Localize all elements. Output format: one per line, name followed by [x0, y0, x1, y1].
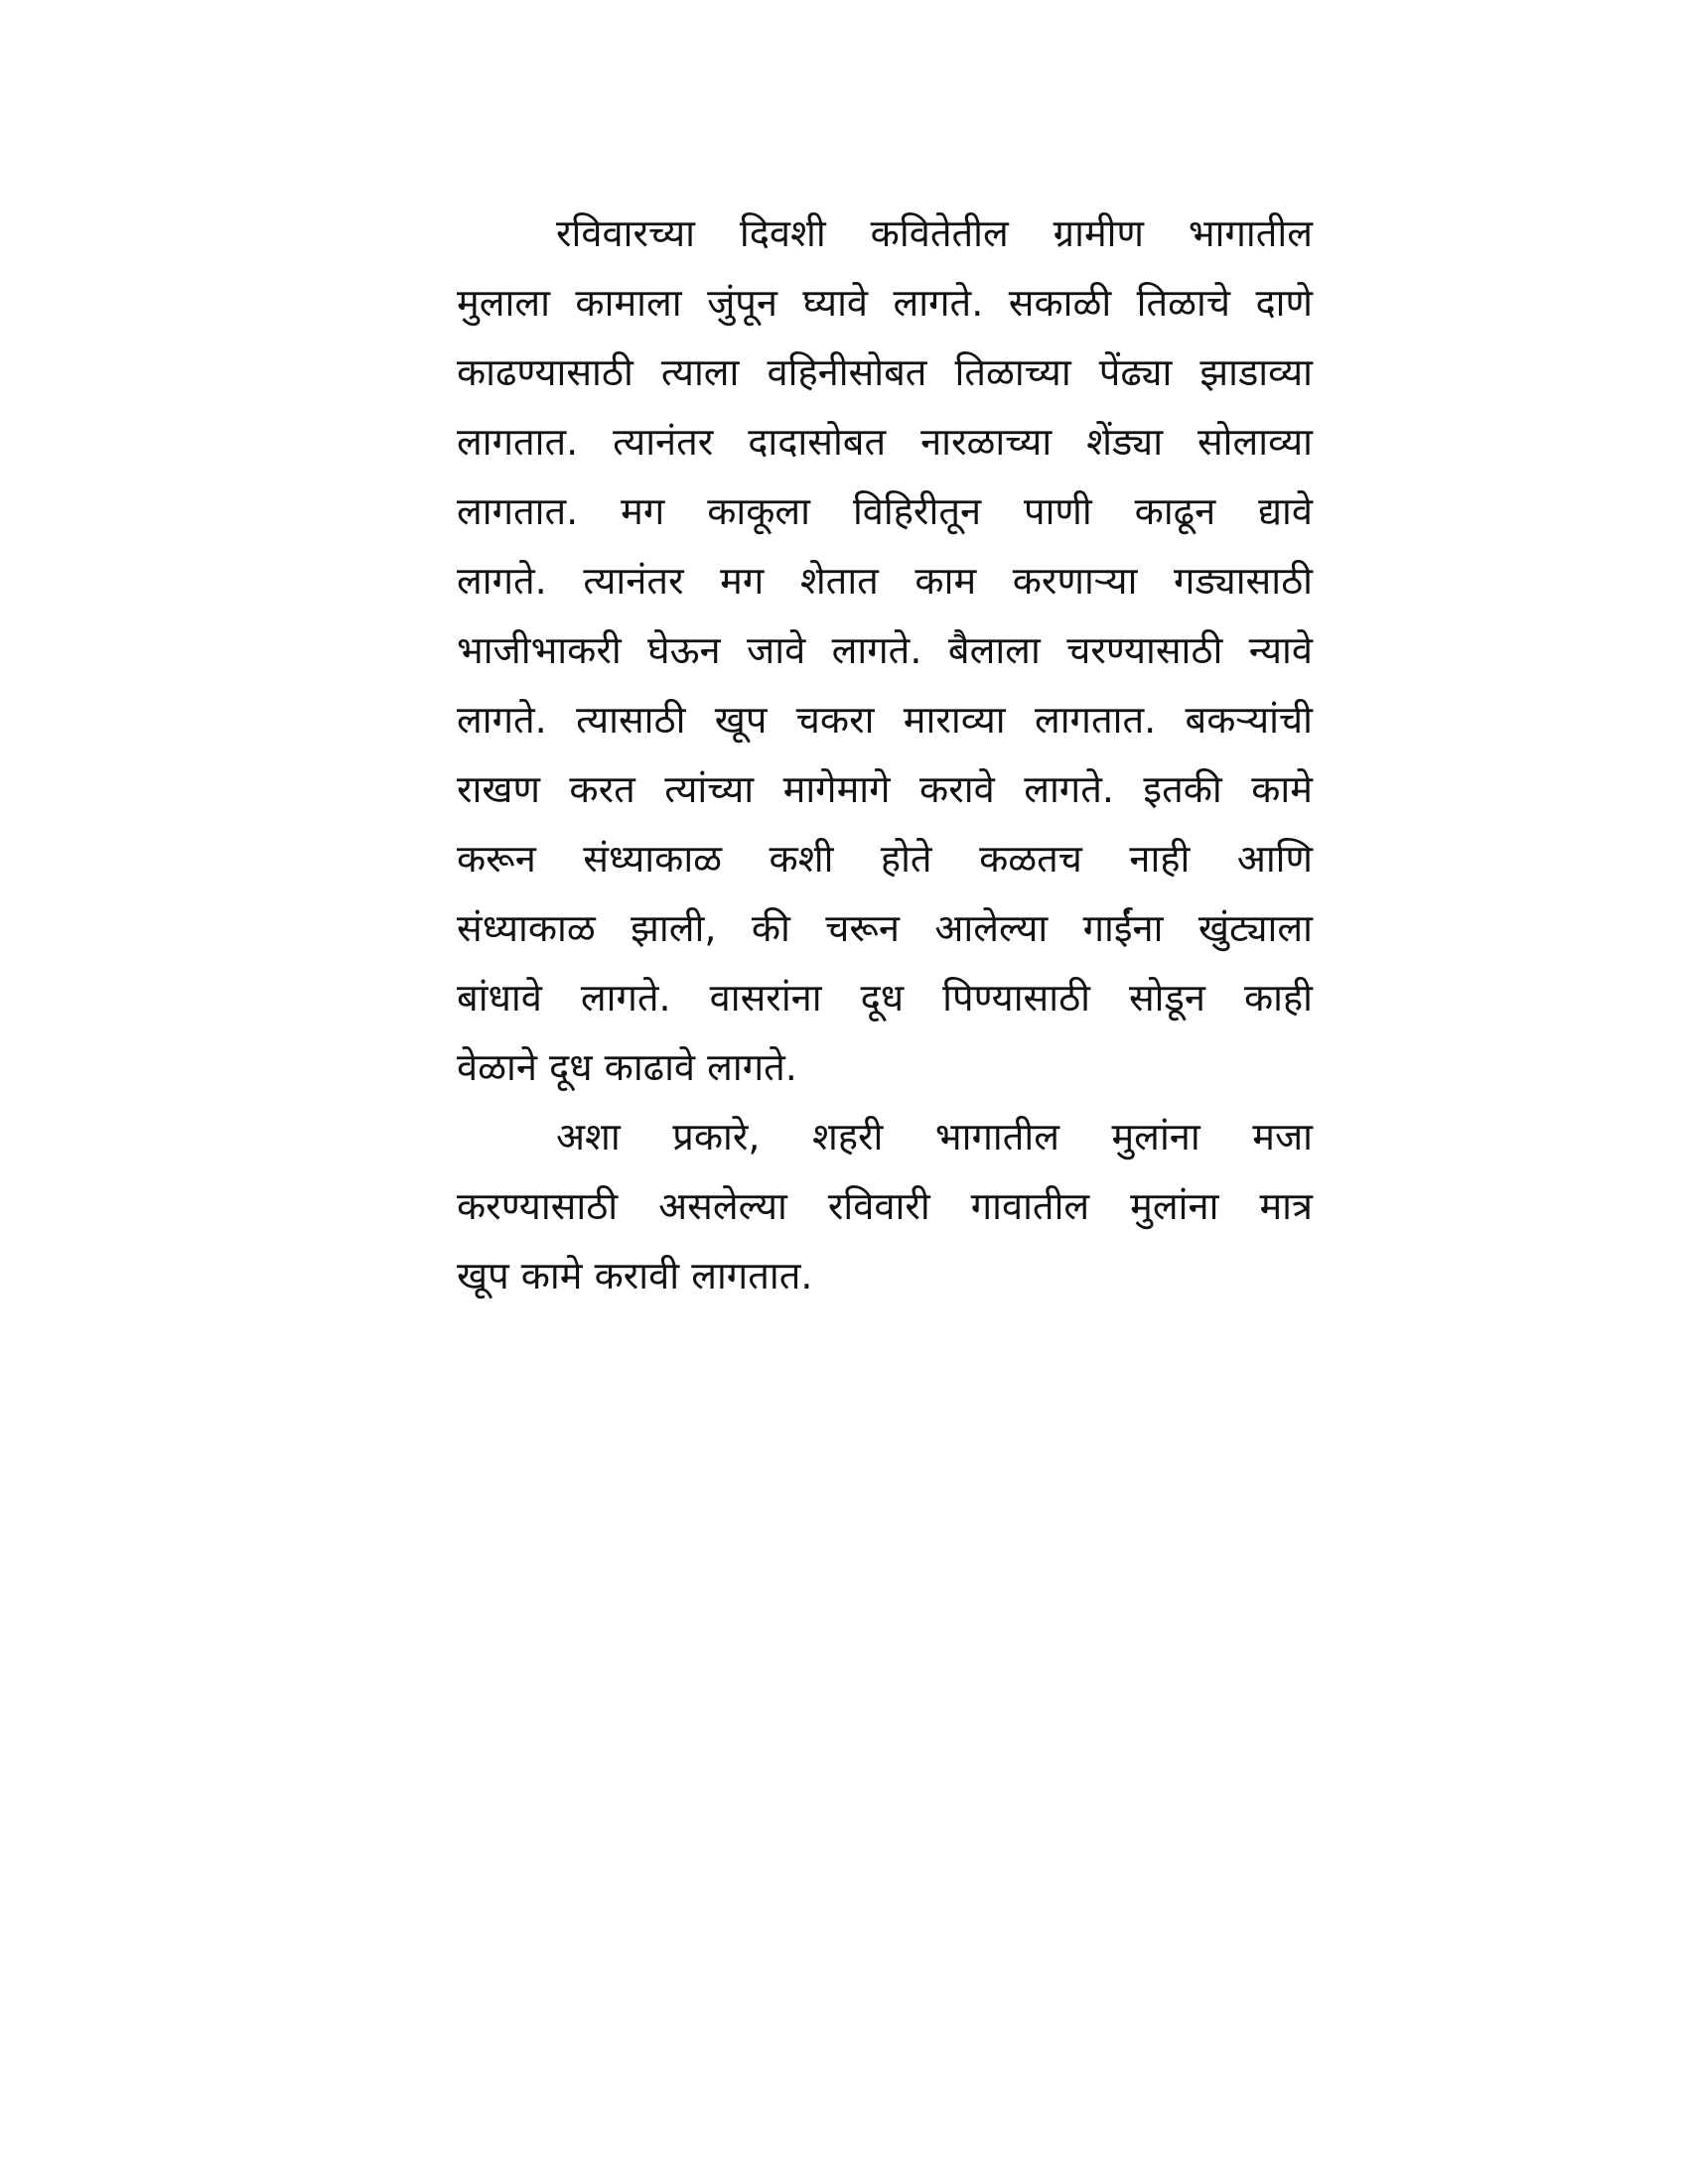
paragraph-line: रविवारच्या दिवशी कवितेतील ग्रामीण भागातील	[556, 211, 1313, 255]
paragraph-line: भाजीभाकरी घेऊन जावे लागते. बैलाला चरण्यासाठी न्यावे	[457, 628, 1313, 672]
paragraph-line: लागतात. मग काकूला विहिरीतून पाणी काढून द्यावे	[457, 489, 1313, 533]
paragraph-1	[457, 199, 1313, 1102]
paragraph-line: राखण करत त्यांच्या मागेमागे करावे लागते. इतकी कामे	[457, 767, 1313, 811]
paragraph-line: बांधावे लागते. वासरांना दूध पिण्यासाठी सोडून काही	[457, 976, 1313, 1020]
paragraph-line: खूप कामे करावी लागतात.	[457, 1254, 813, 1297]
paragraph-line: वेळाने दूध काढावे लागते.	[457, 1045, 797, 1089]
text-body	[457, 199, 1313, 1310]
paragraph-2	[457, 1102, 1313, 1310]
paragraph-line: मुलाला कामाला जुंपून घ्यावे लागते. सकाळी तिळाचे दाणे	[457, 281, 1313, 325]
paragraph-line: संध्याकाळ झाली, की चरून आलेल्या गाईंना खुंट्याला	[457, 906, 1313, 950]
paragraph-line: काढण्यासाठी त्याला वहिनीसोबत तिळाच्या पेंढ्या झाडाव्या	[457, 350, 1313, 394]
paragraph-line: लागते. त्यानंतर मग शेतात काम करणाऱ्या गड्यासाठी	[457, 559, 1313, 603]
paragraph-line: अशा प्रकारे, शहरी भागातील मुलांना मजा	[556, 1115, 1313, 1159]
paragraph-line: करण्यासाठी असलेल्या रविवारी गावातील मुलांना मात्र	[457, 1184, 1313, 1228]
paragraph-line: लागते. त्यासाठी खूप चकरा माराव्या लागतात. बकऱ्यांची	[457, 698, 1313, 742]
paragraph-line: लागतात. त्यानंतर दादासोबत नारळाच्या शेंड्या सोलाव्या	[457, 420, 1313, 464]
paragraph-line: करून संध्याकाळ कशी होते कळतच नाही आणि	[457, 837, 1313, 881]
